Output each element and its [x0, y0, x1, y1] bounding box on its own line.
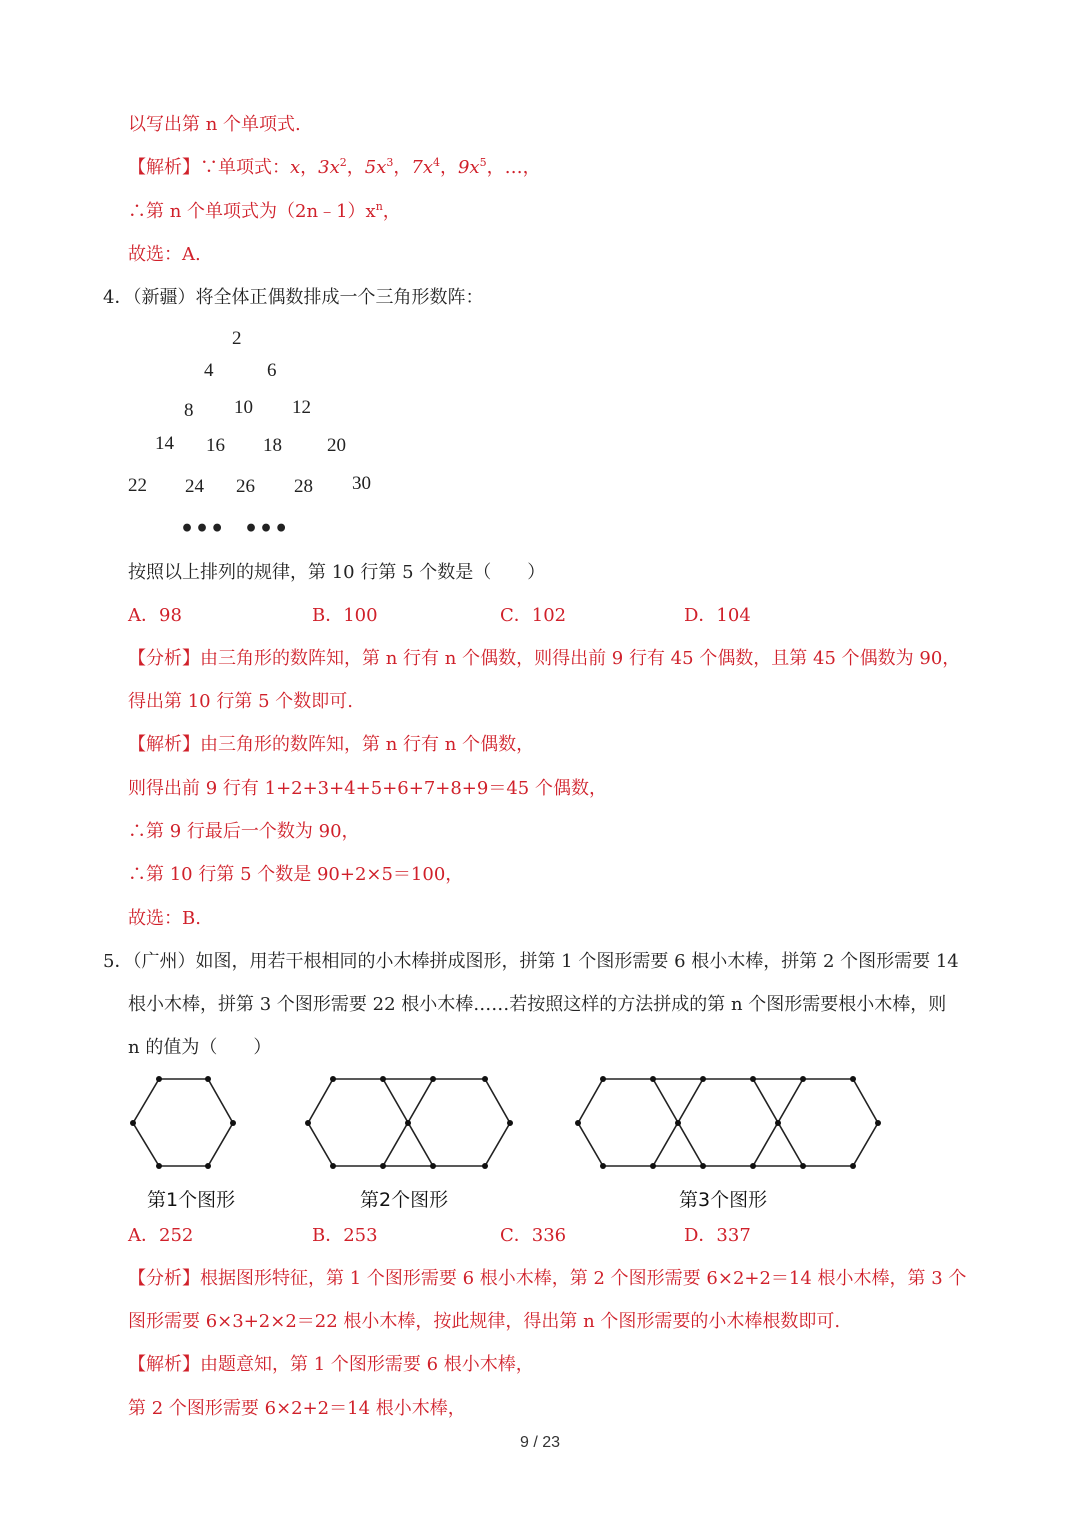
exp-4: 4	[432, 156, 440, 169]
tri-num: 30	[352, 473, 371, 494]
q5-solution-1: 【解析】由题意知，第 1 个图形需要 6 根小木棒，	[128, 1354, 534, 1375]
q4-analysis-1: 【分析】由三角形的数阵知，第 n 行有 n 个偶数，则得出前 9 行有 45 个偶数，且第 45 个偶数为 90，	[128, 648, 961, 669]
q5-option-b: B．253	[312, 1225, 378, 1246]
q4-option-a: A．98	[128, 605, 182, 626]
q3-nth-term-text: ∴第 n 个单项式为（2n﹣1）x	[128, 201, 376, 222]
term-9x: 9x	[457, 157, 480, 178]
q3-nth-term-exp: n	[375, 200, 383, 213]
q5-stem-1: 5．（广州）如图，用若干根相同的小木棒拼成图形，拼第 1 个图形需要 6 根小木棒，拼第 2 个图形需要 14	[103, 951, 959, 972]
q4-question: 按照以上排列的规律，第 10 行第 5 个数是（ ）	[128, 562, 546, 583]
figure-1-label: 第1个图形	[147, 1189, 236, 1211]
q5-analysis-1: 【分析】根据图形特征，第 1 个图形需要 6 根小木棒，第 2 个图形需要 6×2+2＝14 根小木棒，第 3 个	[128, 1268, 967, 1289]
q5-stem-3: n 的值为（ ）	[128, 1037, 272, 1058]
q5-stem-2: 根小木棒，拼第 3 个图形需要 22 根小木棒……若按照这样的方法拼成的第 n 个图形需要根小木棒，则	[128, 994, 947, 1015]
q3-nth-term	[128, 199, 401, 225]
tri-num: 4	[204, 360, 214, 381]
q4-analysis-2: 得出第 10 行第 5 个数即可.	[128, 691, 353, 712]
q3-answer: 故选：A.	[128, 244, 201, 265]
term-5x: 5x	[364, 157, 387, 178]
tri-num: 6	[267, 360, 277, 381]
q4-stem: 4．（新疆）将全体正偶数排成一个三角形数阵：	[103, 287, 484, 308]
q3-analysis-tail: 以写出第 n 个单项式.	[128, 114, 301, 135]
q4-solution-2: 则得出前 9 行有 1+2+3+4+5+6+7+8+9＝45 个偶数，	[128, 778, 607, 799]
q4-answer: 故选：B.	[128, 908, 201, 929]
tri-num: 24	[185, 476, 204, 497]
hexagon-figures	[0, 1065, 1080, 1185]
q5-option-a: A．252	[128, 1225, 194, 1246]
figure-2-label: 第2个图形	[360, 1189, 449, 1211]
tri-num: 20	[327, 435, 346, 456]
q5-solution-2: 第 2 个图形需要 6×2+2＝14 根小木棒，	[128, 1398, 466, 1419]
q4-solution-4: ∴第 10 行第 5 个数是 90+2×5＝100，	[128, 864, 464, 885]
ellipsis-dots: •••	[244, 516, 290, 542]
tri-num: 12	[292, 397, 311, 418]
q4-solution-1: 【解析】由三角形的数阵知，第 n 行有 n 个偶数，	[128, 734, 535, 755]
tri-num: 18	[263, 435, 282, 456]
figure-1-hexagon	[133, 1079, 233, 1166]
tri-num: 28	[294, 476, 313, 497]
q4-option-b: B．100	[312, 605, 378, 626]
tri-num: 26	[236, 476, 255, 497]
exp-5: 5	[479, 156, 487, 169]
page-number: 9 / 23	[519, 1434, 561, 1451]
q5-option-c: C．336	[500, 1225, 567, 1246]
q4-solution-3: ∴第 9 行最后一个数为 90，	[128, 821, 360, 842]
q3-nth-term-end: ，	[382, 201, 401, 222]
figure-3-label: 第3个图形	[679, 1189, 768, 1211]
figure-3-hexagons	[578, 1079, 878, 1166]
q5-analysis-2: 图形需要 6×3+2×2＝22 根小木棒，按此规律，得出第 n 个图形需要的小木棒根数即可.	[128, 1311, 841, 1332]
term-ellipsis: ，…，	[486, 157, 541, 178]
q3-solution-prefix: 【解析】∵单项式：	[128, 157, 290, 178]
tri-num: 22	[128, 475, 147, 496]
q5-option-d: D．337	[684, 1225, 751, 1246]
exp-3: 3	[386, 156, 394, 169]
q4-option-c: C．102	[500, 605, 567, 626]
ellipsis-dots: •••	[180, 516, 226, 542]
tri-num: 2	[232, 328, 242, 349]
term-7x: 7x	[411, 157, 433, 178]
tri-num: 16	[206, 435, 225, 456]
term-x: x	[290, 157, 301, 178]
term-3x: 3x	[318, 157, 340, 178]
exp-2: 2	[339, 156, 347, 169]
tri-num: 10	[234, 397, 253, 418]
q4-option-d: D．104	[684, 605, 751, 626]
tri-num: 8	[184, 400, 194, 421]
tri-num: 14	[155, 433, 174, 454]
q3-solution-line: 【解析】∵单项式：x，$3x^2$，$5x^3$，$7x^4$，$9x^5$，…，	[128, 156, 541, 178]
